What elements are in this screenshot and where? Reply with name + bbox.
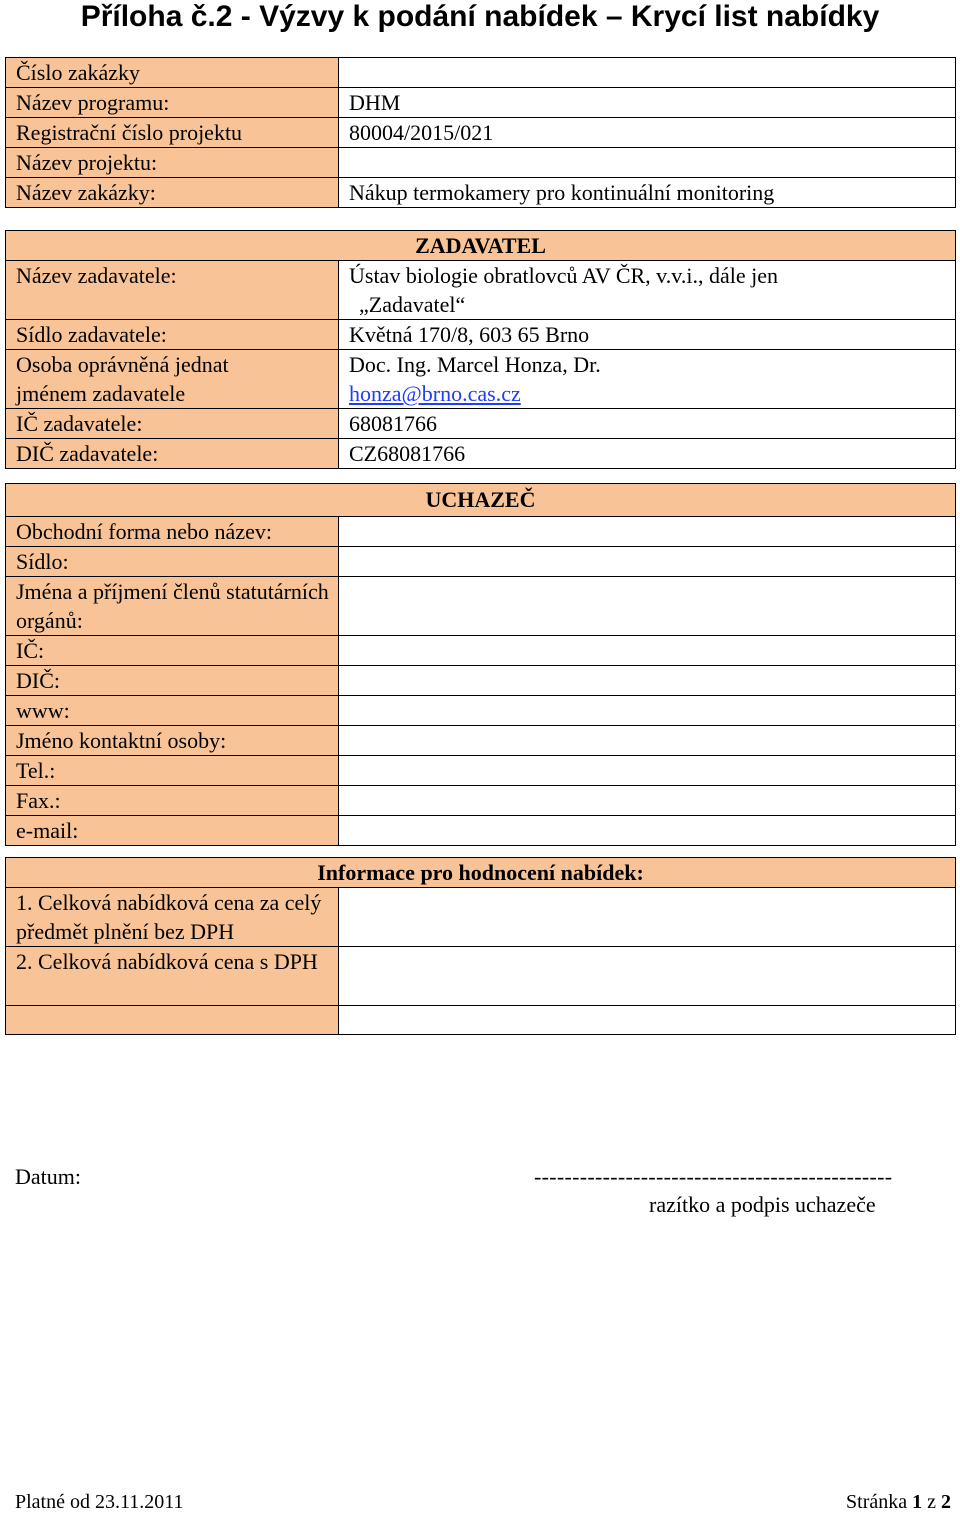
bidder-contact-person-field[interactable] <box>339 726 956 756</box>
authority-ic-label: IČ zadavatele: <box>6 409 339 439</box>
table-row <box>6 88 956 118</box>
table-row <box>6 484 956 517</box>
authorized-person-label-line1: Osoba oprávněná jednat <box>16 352 229 377</box>
table-row <box>6 636 956 666</box>
table-row <box>6 261 956 320</box>
table-row <box>6 178 956 208</box>
project-number-label: Číslo zakázky <box>6 58 339 88</box>
bidder-contact-person-label: Jméno kontaktní osoby: <box>6 726 339 756</box>
table-row <box>6 888 956 947</box>
authority-name-line1: Ústav biologie obratlovců AV ČR, v.v.i., dále jen <box>349 263 778 288</box>
section-heading-uchazec: UCHAZEČ <box>6 484 956 517</box>
page-title: Příloha č.2 - Výzvy k podání nabídek – Krycí list nabídky <box>80 0 880 33</box>
bidder-statutory-members-label: Jména a příjmení členů statutárních orgánů: <box>6 577 339 636</box>
authority-name-label: Název zadavatele: <box>6 261 339 320</box>
contracting-authority-table <box>5 230 956 469</box>
table-row <box>6 816 956 846</box>
authority-ic-value: 68081766 <box>339 409 956 439</box>
table-row <box>6 786 956 816</box>
project-table <box>5 57 956 208</box>
bidder-phone-field[interactable] <box>339 756 956 786</box>
price-with-vat-field[interactable] <box>339 947 956 1006</box>
signature-line: ----------------------------------------------- <box>534 1164 893 1189</box>
price-with-vat-label: 2. Celková nabídková cena s DPH <box>6 947 339 1006</box>
authorized-person-email-link[interactable]: honza@brno.cas.cz <box>349 381 521 406</box>
bidder-email-field[interactable] <box>339 816 956 846</box>
table-row <box>6 756 956 786</box>
bidder-email-label: e-mail: <box>6 816 339 846</box>
authority-name-value <box>339 261 956 320</box>
page-current: 1 <box>912 1491 923 1513</box>
table-row <box>6 666 956 696</box>
section-heading-zadavatel: ZADAVATEL <box>6 231 956 261</box>
authorized-person-value <box>339 350 956 409</box>
program-name-label: Název programu: <box>6 88 339 118</box>
bidder-business-name-field[interactable] <box>339 517 956 547</box>
evaluation-table <box>5 857 956 1035</box>
table-row <box>6 1006 956 1035</box>
bidder-statutory-members-field[interactable] <box>339 577 956 636</box>
table-row <box>6 696 956 726</box>
price-without-vat-label: 1. Celková nabídková cena za celý předmět plnění bez DPH <box>6 888 339 947</box>
table-row <box>6 947 956 1006</box>
project-name-label: Název projektu: <box>6 148 339 178</box>
authorized-person-name: Doc. Ing. Marcel Honza, Dr. <box>349 352 601 377</box>
bidder-business-name-label: Obchodní forma nebo název: <box>6 517 339 547</box>
signature-caption: razítko a podpis uchazeče <box>649 1192 876 1217</box>
bidder-www-field[interactable] <box>339 696 956 726</box>
bidder-www-label: www: <box>6 696 339 726</box>
table-row <box>6 439 956 469</box>
table-row <box>6 517 956 547</box>
authorized-person-label-line2: jménem zadavatele <box>16 381 186 406</box>
page-mid: z <box>922 1491 941 1513</box>
authority-seat-value: Květná 170/8, 603 65 Brno <box>339 320 956 350</box>
bidder-ic-field[interactable] <box>339 636 956 666</box>
authority-name-line2: „Zadavatel“ <box>359 292 466 317</box>
registration-number-value: 80004/2015/021 <box>339 118 956 148</box>
page-prefix: Stránka <box>846 1491 913 1513</box>
table-row <box>6 320 956 350</box>
project-number-value <box>339 58 956 88</box>
table-row <box>6 726 956 756</box>
table-row <box>6 58 956 88</box>
section-heading-hodnoceni: Informace pro hodnocení nabídek: <box>6 858 956 888</box>
table-row <box>6 350 956 409</box>
table-row <box>6 858 956 888</box>
authority-seat-label: Sídlo zadavatele: <box>6 320 339 350</box>
bidder-fax-field[interactable] <box>339 786 956 816</box>
price-without-vat-field[interactable] <box>339 888 956 947</box>
table-row <box>6 547 956 577</box>
contract-name-value: Nákup termokamery pro kontinuální monitoring <box>339 178 956 208</box>
bidder-dic-field[interactable] <box>339 666 956 696</box>
authority-dic-label: DIČ zadavatele: <box>6 439 339 469</box>
bidder-phone-label: Tel.: <box>6 756 339 786</box>
table-row <box>6 118 956 148</box>
bidder-seat-label: Sídlo: <box>6 547 339 577</box>
table-row <box>6 577 956 636</box>
empty-cell <box>339 1006 956 1035</box>
bidder-seat-field[interactable] <box>339 547 956 577</box>
empty-cell <box>6 1006 339 1035</box>
authorized-person-label <box>6 350 339 409</box>
bidder-ic-label: IČ: <box>6 636 339 666</box>
table-row <box>6 231 956 261</box>
bidder-fax-label: Fax.: <box>6 786 339 816</box>
program-name-value: DHM <box>339 88 956 118</box>
table-row <box>6 409 956 439</box>
project-name-value <box>339 148 956 178</box>
table-row <box>6 148 956 178</box>
page-total: 2 <box>941 1491 951 1513</box>
valid-from: Platné od 23.11.2011 <box>15 1491 184 1513</box>
bidder-dic-label: DIČ: <box>6 666 339 696</box>
contract-name-label: Název zakázky: <box>6 178 339 208</box>
authority-dic-value: CZ68081766 <box>339 439 956 469</box>
bidder-table <box>5 483 956 846</box>
date-label: Datum: <box>15 1164 81 1189</box>
registration-number-label: Registrační číslo projektu <box>6 118 339 148</box>
